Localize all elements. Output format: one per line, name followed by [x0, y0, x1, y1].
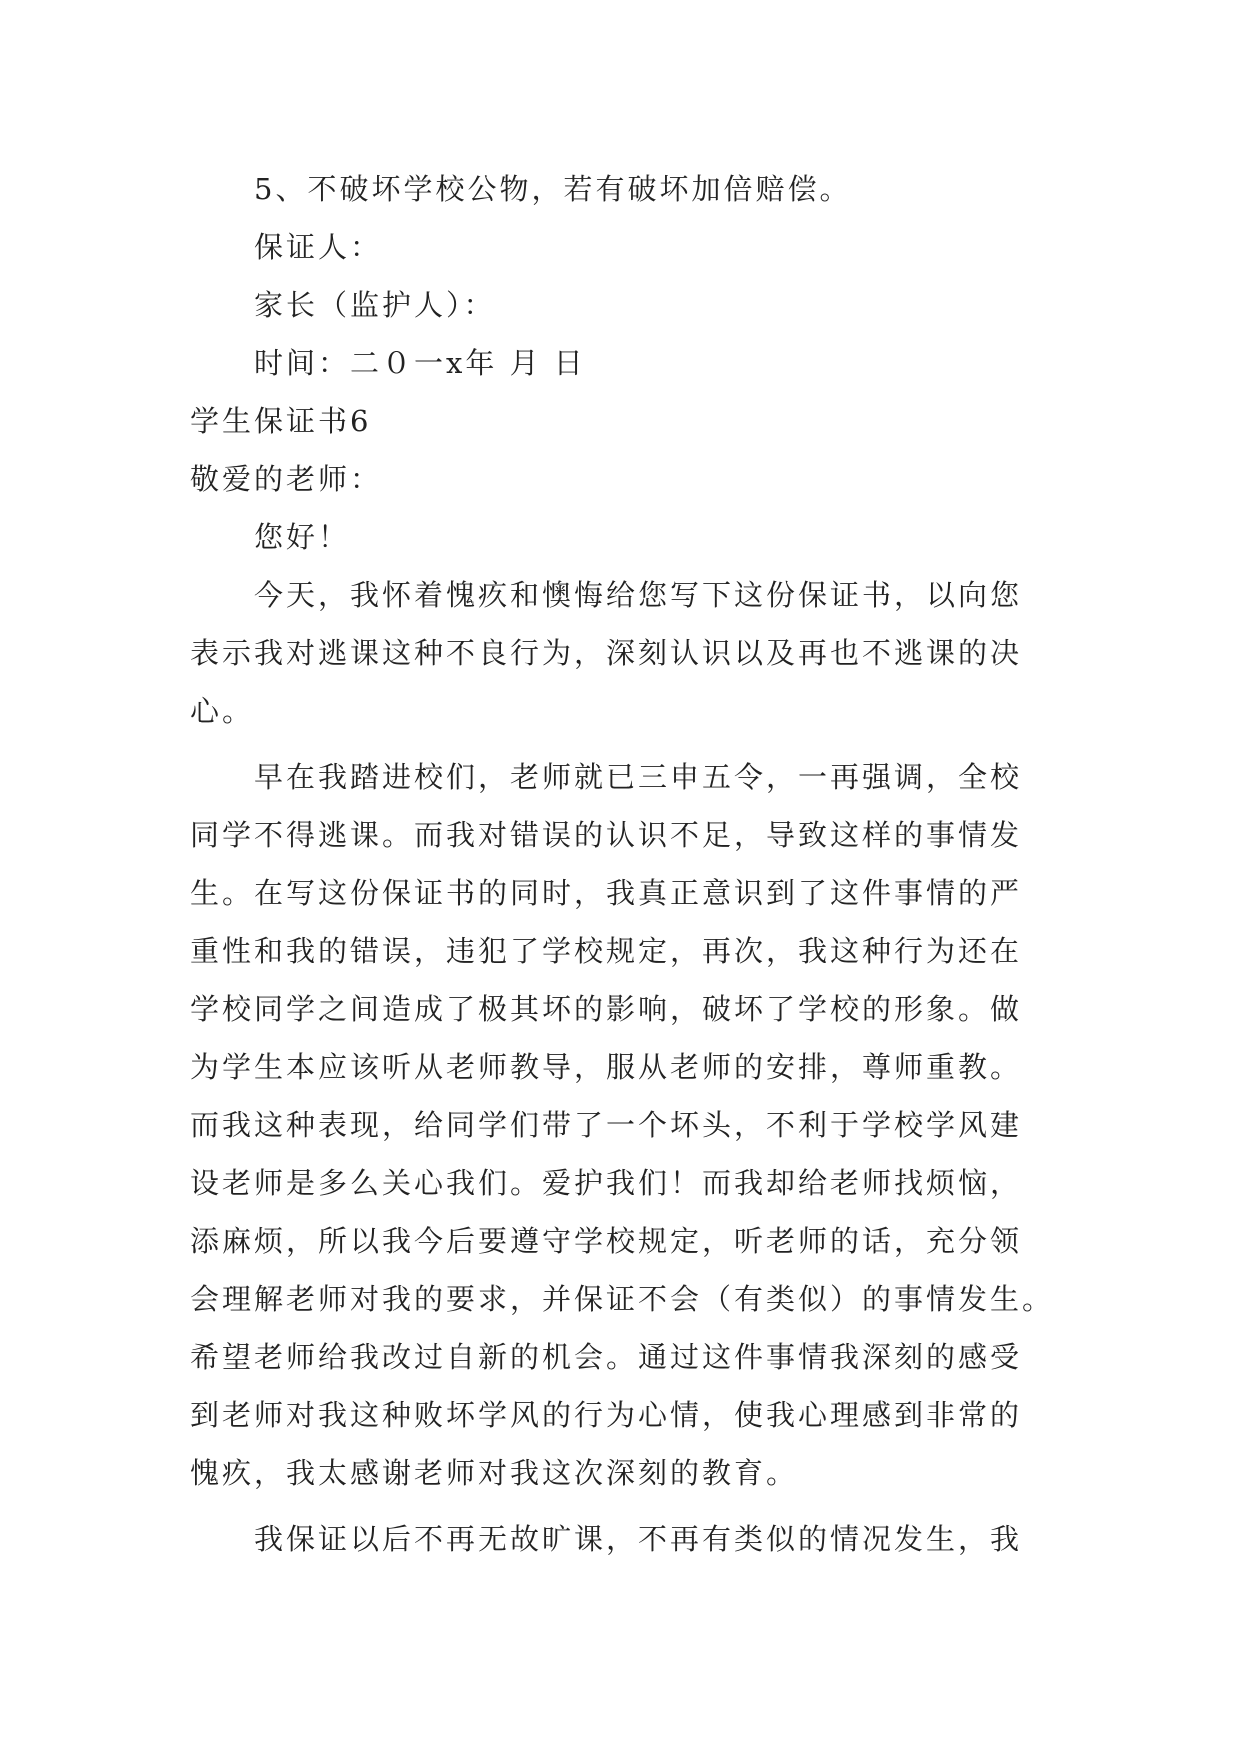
paragraph-line: 而我这种表现，给同学们带了一个坏头，不利于学校学风建	[190, 1108, 1023, 1142]
paragraph-line: 重性和我的错误，违犯了学校规定，再次，我这种行为还在	[190, 934, 1023, 968]
paragraph-3	[190, 1510, 1070, 1568]
paragraph-line: 到老师对我这种败坏学风的行为心情，使我心理感到非常的	[190, 1398, 1023, 1432]
document-body	[190, 160, 1070, 1568]
paragraph-line: 同学不得逃课。而我对错误的认识不足，导致这样的事情发	[190, 818, 1023, 852]
paragraph-line: 心。	[190, 694, 255, 728]
paragraph-line: 为学生本应该听从老师教导，服从老师的安排，尊师重教。	[190, 1050, 1023, 1084]
salutation: 敬爱的老师：	[190, 462, 383, 496]
paragraph-line: 会理解老师对我的要求，并保证不会（有类似）的事情发生。	[190, 1282, 1055, 1316]
paragraph-line: 我保证以后不再无故旷课，不再有类似的情况发生，我	[254, 1522, 1023, 1556]
paragraph-line: 添麻烦，所以我今后要遵守学校规定，听老师的话，充分领	[190, 1224, 1023, 1258]
parent-signature-line: 家长（监护人）：	[254, 288, 496, 322]
paragraph-line: 愧疚，我太感谢老师对我这次深刻的教育。	[190, 1456, 799, 1490]
paragraph-2	[190, 748, 1070, 1502]
paragraph-line: 表示我对逃课这种不良行为，深刻认识以及再也不逃课的决	[190, 636, 1023, 670]
date-line: 时间：二０一x年 月 日	[254, 346, 586, 380]
paragraph-line: 希望老师给我改过自新的机会。通过这件事情我深刻的感受	[190, 1340, 1023, 1374]
greeting: 您好！	[254, 520, 351, 554]
paragraph-1	[190, 566, 1070, 740]
paragraph-line: 生。在写这份保证书的同时，我真正意识到了这件事情的严	[190, 876, 1023, 910]
section-title: 学生保证书6	[190, 404, 372, 438]
paragraph-line: 学校同学之间造成了极其坏的影响，破坏了学校的形象。做	[190, 992, 1023, 1026]
paragraph-line: 今天，我怀着愧疚和懊悔给您写下这份保证书，以向您	[254, 578, 1023, 612]
paragraph-line: 设老师是多么关心我们。爱护我们！而我却给老师找烦恼，	[190, 1166, 1023, 1200]
pledge-item-5: 5、不破坏学校公物，若有破坏加倍赔偿。	[254, 172, 852, 206]
paragraph-line: 早在我踏进校们，老师就已三申五令，一再强调，全校	[254, 760, 1023, 794]
guarantor-signature-line: 保证人：	[254, 230, 383, 264]
